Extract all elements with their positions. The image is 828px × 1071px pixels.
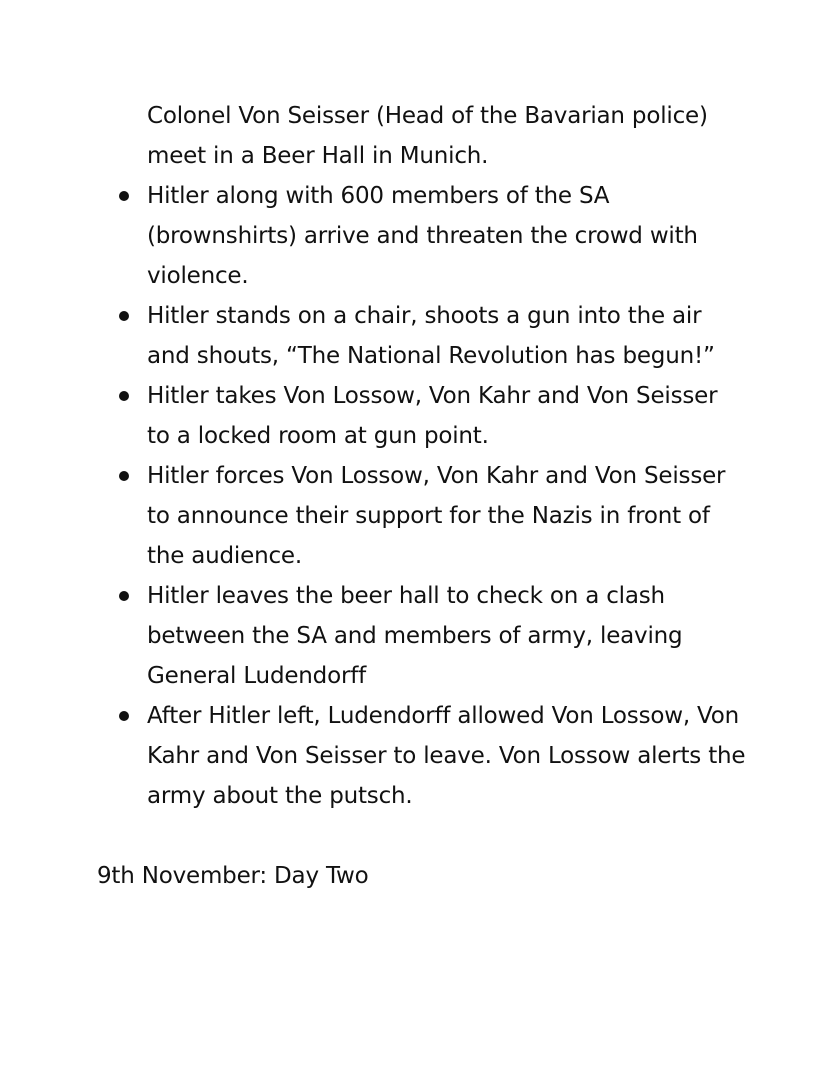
bullet-dot-icon	[119, 711, 129, 721]
event-bullet-list	[147, 176, 747, 816]
bullet-dot-icon	[119, 591, 129, 601]
bullet-item	[147, 696, 747, 816]
bullet-item	[147, 456, 747, 576]
bullet-dot-icon	[119, 311, 129, 321]
continuation-paragraph: Colonel Von Seisser (Head of the Bavarian police) meet in a Beer Hall in Munich.	[147, 103, 708, 169]
bullet-item	[147, 376, 747, 456]
bullet-item	[147, 176, 747, 296]
bullet-dot-icon	[119, 191, 129, 201]
bullet-text: Hitler takes Von Lossow, Von Kahr and Von Seisser to a locked room at gun point.	[147, 383, 718, 449]
bullet-item	[147, 576, 747, 696]
bullet-dot-icon	[119, 391, 129, 401]
bullet-item	[147, 296, 747, 376]
bullet-text: Hitler stands on a chair, shoots a gun into the air and shouts, “The National Revolution has begun!”	[147, 303, 715, 369]
bullet-text: Hitler forces Von Lossow, Von Kahr and Von Seisser to announce their support for the Nazis in front of the audience.	[147, 463, 726, 569]
bullet-text: Hitler along with 600 members of the SA (brownshirts) arrive and threaten the crowd with violence.	[147, 183, 698, 289]
section-heading-day-two: 9th November: Day Two	[97, 863, 369, 889]
bullet-dot-icon	[119, 471, 129, 481]
bullet-text: After Hitler left, Ludendorff allowed Von Lossow, Von Kahr and Von Seisser to leave. Von Lossow alerts the army about the putsch.	[147, 703, 746, 809]
bullet-text: Hitler leaves the beer hall to check on a clash between the SA and members of army, leaving General Ludendorff	[147, 583, 683, 689]
